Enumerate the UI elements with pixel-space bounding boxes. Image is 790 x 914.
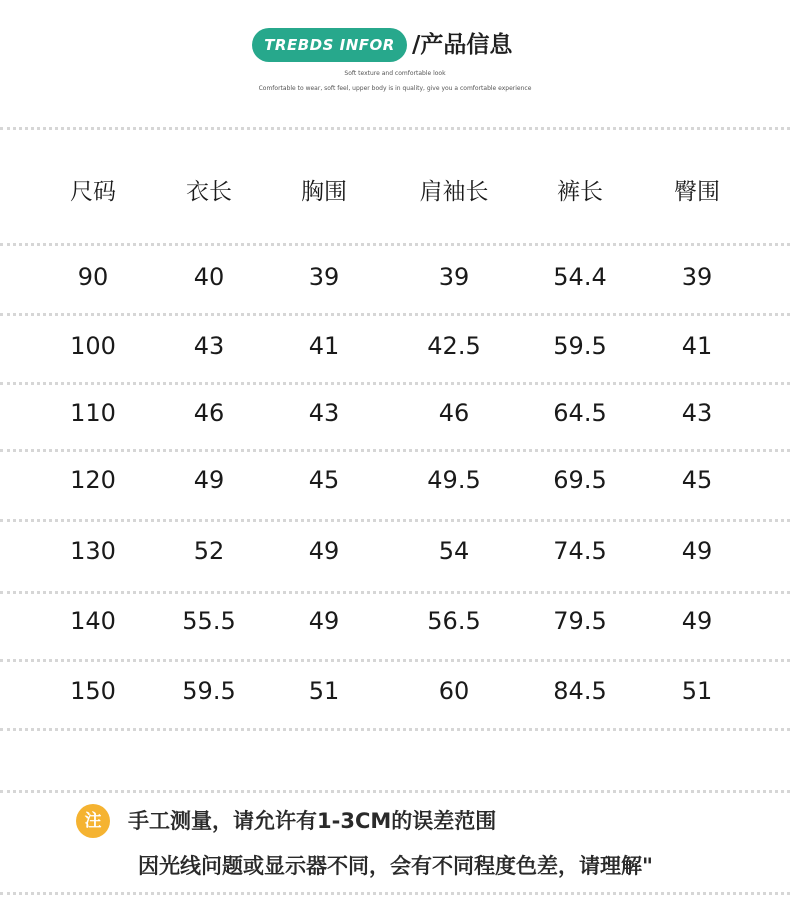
table-cell: 59.5 xyxy=(182,677,236,705)
table-cell: 49.5 xyxy=(427,466,481,494)
column-header: 肩袖长 xyxy=(419,179,489,205)
table-cell: 49 xyxy=(681,537,713,565)
subtitle-line-1: Soft texture and comfortable look xyxy=(344,70,446,77)
divider xyxy=(0,892,790,895)
table-cell: 45 xyxy=(308,466,340,494)
table-cell: 39 xyxy=(438,263,470,291)
table-cell: 41 xyxy=(681,332,713,360)
table-cell: 120 xyxy=(70,466,116,494)
table-cell: 49 xyxy=(193,466,225,494)
row-divider xyxy=(0,659,790,662)
table-cell: 69.5 xyxy=(553,466,607,494)
row-divider xyxy=(0,591,790,594)
table-cell: 49 xyxy=(308,607,340,635)
table-cell: 43 xyxy=(308,399,340,427)
section-badge: TREBDS INFOR xyxy=(252,28,407,62)
row-divider xyxy=(0,382,790,385)
table-cell: 74.5 xyxy=(553,537,607,565)
table-cell: 39 xyxy=(308,263,340,291)
column-header: 衣长 xyxy=(186,179,232,205)
column-header: 裤长 xyxy=(557,179,603,205)
table-cell: 59.5 xyxy=(553,332,607,360)
note-icon: 注 xyxy=(76,804,110,838)
table-cell: 45 xyxy=(681,466,713,494)
row-divider xyxy=(0,449,790,452)
table-cell: 49 xyxy=(308,537,340,565)
note-line-2: 因光线问题或显示器不同，会有不同程度色差，请理解" xyxy=(138,854,653,878)
table-cell: 140 xyxy=(70,607,116,635)
table-cell: 100 xyxy=(70,332,116,360)
table-cell: 150 xyxy=(70,677,116,705)
column-header: 臀围 xyxy=(674,179,720,205)
column-header: 胸围 xyxy=(301,179,347,205)
table-cell: 54 xyxy=(438,537,470,565)
table-cell: 110 xyxy=(70,399,116,427)
table-cell: 39 xyxy=(681,263,713,291)
section-title: /产品信息 xyxy=(412,32,513,58)
column-header: 尺码 xyxy=(70,179,116,205)
table-cell: 56.5 xyxy=(427,607,481,635)
note-line-1: 手工测量，请允许有1-3CM的误差范围 xyxy=(128,809,497,833)
table-cell: 40 xyxy=(193,263,225,291)
table-cell: 84.5 xyxy=(553,677,607,705)
table-cell: 43 xyxy=(193,332,225,360)
row-divider xyxy=(0,243,790,246)
table-cell: 46 xyxy=(438,399,470,427)
table-cell: 55.5 xyxy=(182,607,236,635)
table-cell: 52 xyxy=(193,537,225,565)
row-divider xyxy=(0,519,790,522)
table-cell: 43 xyxy=(681,399,713,427)
table-cell: 79.5 xyxy=(553,607,607,635)
divider xyxy=(0,790,790,793)
table-cell: 54.4 xyxy=(553,263,607,291)
table-cell: 90 xyxy=(77,263,109,291)
table-cell: 51 xyxy=(681,677,713,705)
table-cell: 42.5 xyxy=(427,332,481,360)
table-cell: 46 xyxy=(193,399,225,427)
divider xyxy=(0,127,790,130)
table-cell: 130 xyxy=(70,537,116,565)
divider xyxy=(0,728,790,731)
row-divider xyxy=(0,313,790,316)
table-cell: 64.5 xyxy=(553,399,607,427)
product-info-header xyxy=(0,0,790,110)
table-cell: 41 xyxy=(308,332,340,360)
table-cell: 49 xyxy=(681,607,713,635)
table-cell: 51 xyxy=(308,677,340,705)
table-cell: 60 xyxy=(438,677,470,705)
subtitle-line-2: Comfortable to wear, soft feel, upper body is in quality, give you a comfortable experience xyxy=(258,85,532,92)
